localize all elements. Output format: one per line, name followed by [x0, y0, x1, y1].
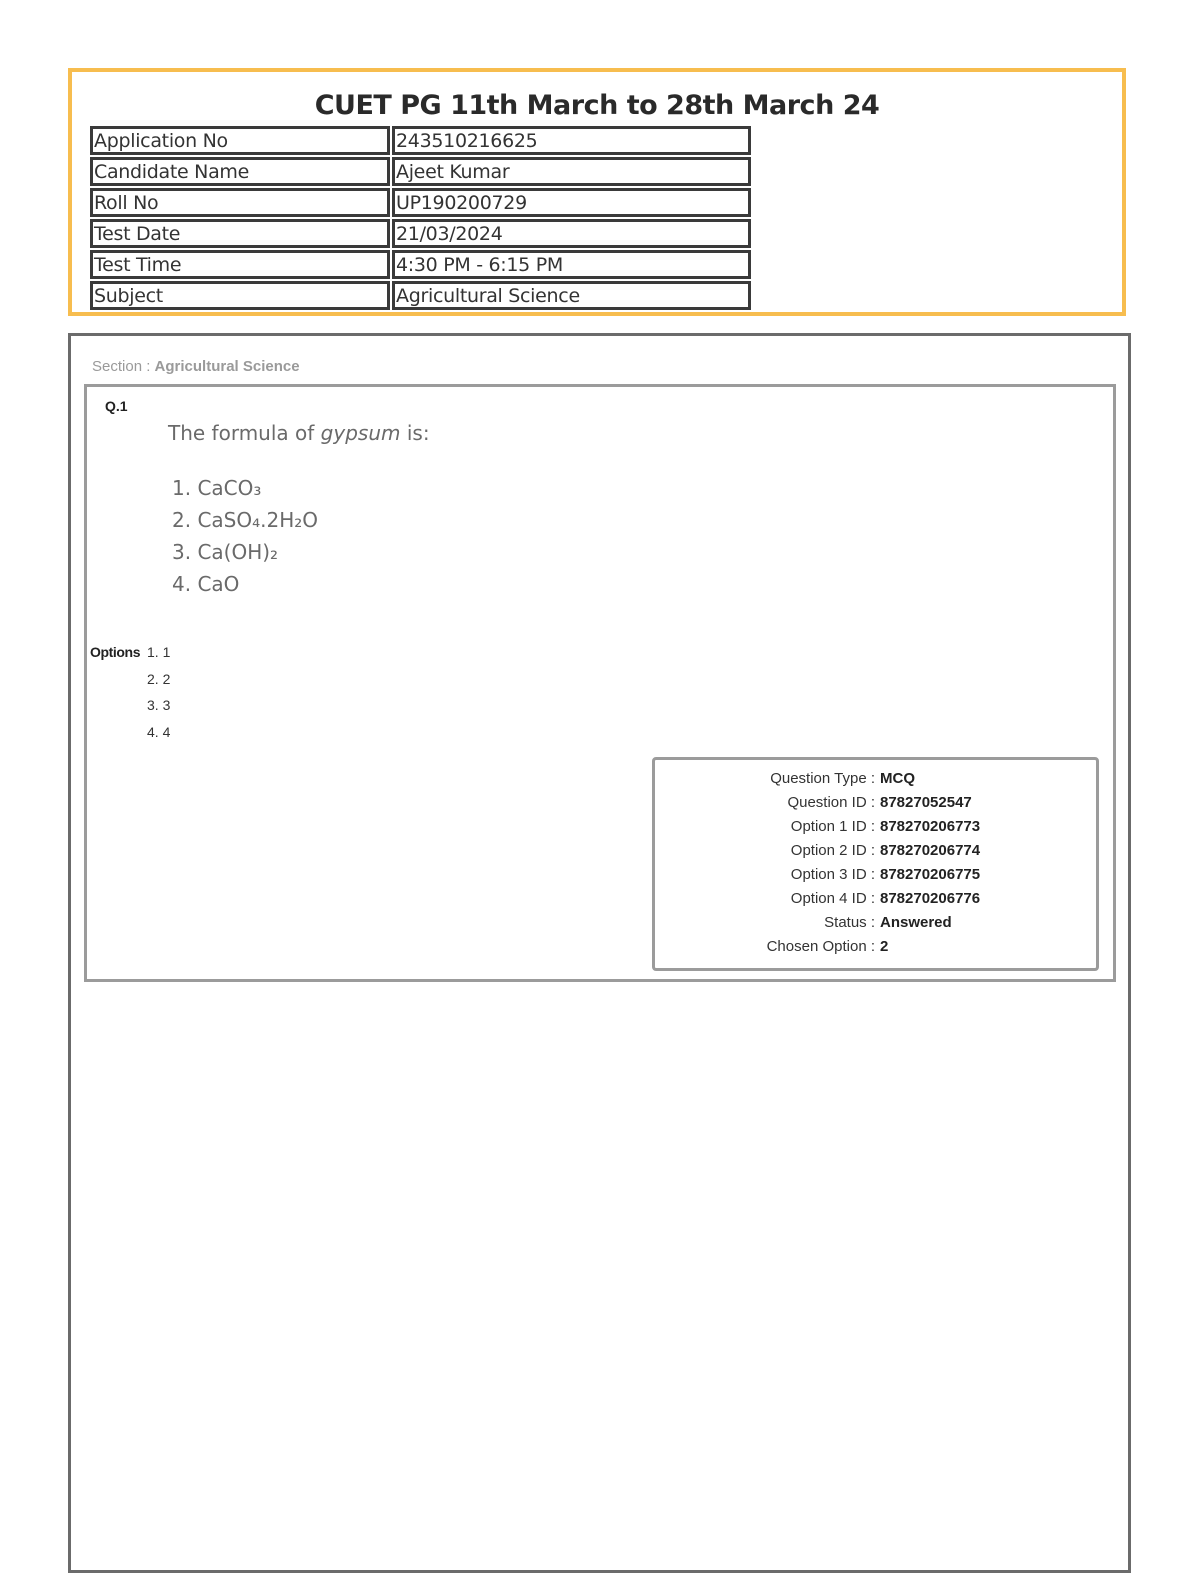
question-number: Q.1 — [105, 398, 128, 414]
roll-no-label: Roll No — [90, 188, 390, 217]
options-label: Options — [90, 644, 141, 660]
options-list — [147, 644, 170, 751]
table-row — [90, 188, 751, 217]
choice-number: 1. — [172, 476, 192, 500]
option-item: 4. 4 — [147, 724, 171, 741]
option-item: 2. 2 — [147, 670, 171, 687]
list-item — [172, 570, 318, 602]
application-no-label: Application No — [90, 126, 390, 155]
question-text — [168, 421, 430, 445]
list-item — [172, 538, 318, 570]
candidate-info-table — [88, 124, 753, 312]
subject-value: Agricultural Science — [392, 281, 751, 310]
meta-key: Status : — [824, 914, 875, 931]
test-time-value: 4:30 PM - 6:15 PM — [392, 250, 751, 279]
test-date-value: 21/03/2024 — [392, 219, 751, 248]
choice-formula: Ca(OH)₂ — [197, 540, 279, 564]
meta-value: 878270206775 — [880, 866, 981, 883]
choice-list — [172, 474, 318, 602]
table-row — [90, 219, 751, 248]
roll-no-value: UP190200729 — [392, 188, 751, 217]
subject-label: Subject — [90, 281, 390, 310]
meta-value: 878270206773 — [880, 818, 981, 835]
test-time-label: Test Time — [90, 250, 390, 279]
section-name: Agricultural Science — [154, 358, 300, 375]
candidate-name-value: Ajeet Kumar — [392, 157, 751, 186]
choice-number: 2. — [172, 508, 192, 532]
meta-key: Question ID : — [787, 794, 875, 811]
page-title: CUET PG 11th March to 28th March 24 — [314, 90, 880, 121]
meta-key: Option 2 ID : — [790, 842, 875, 859]
choice-formula: CaSO₄.2H₂O — [197, 508, 319, 532]
meta-key: Option 1 ID : — [790, 818, 875, 835]
table-row — [90, 250, 751, 279]
option-item: 3. 3 — [147, 697, 171, 714]
meta-value: 878270206776 — [880, 890, 981, 907]
question-id-row — [652, 794, 1099, 814]
choice-number: 4. — [172, 572, 192, 596]
list-item — [172, 506, 318, 538]
meta-key: Chosen Option : — [766, 938, 875, 955]
header-panel — [68, 68, 1126, 316]
option-item: 1. 1 — [147, 644, 171, 660]
list-item — [172, 474, 318, 506]
test-date-label: Test Date — [90, 219, 390, 248]
meta-value: MCQ — [880, 770, 915, 787]
meta-value: 87827052547 — [880, 794, 972, 811]
candidate-name-label: Candidate Name — [90, 157, 390, 186]
meta-key: Option 4 ID : — [790, 890, 875, 907]
meta-value: 878270206774 — [880, 842, 981, 859]
table-row — [90, 281, 751, 310]
question-text-italic: gypsum — [320, 421, 401, 445]
question-type-row — [652, 770, 1099, 790]
option-4-id-row — [652, 890, 1099, 910]
choice-formula: CaO — [197, 572, 240, 596]
status-row — [652, 914, 1099, 934]
chosen-option-row — [652, 938, 1099, 958]
question-text-before: The formula of — [168, 421, 321, 445]
meta-key: Option 3 ID : — [790, 866, 875, 883]
option-1-id-row — [652, 818, 1099, 838]
table-row — [90, 157, 751, 186]
option-2-id-row — [652, 842, 1099, 862]
choice-formula: CaCO₃ — [197, 476, 262, 500]
question-text-after: is: — [400, 421, 430, 445]
application-no-value: 243510216625 — [392, 126, 751, 155]
meta-value: 2 — [880, 938, 889, 955]
table-row — [90, 126, 751, 155]
choice-number: 3. — [172, 540, 192, 564]
meta-value: Answered — [880, 914, 952, 931]
option-3-id-row — [652, 866, 1099, 886]
meta-key: Question Type : — [770, 770, 875, 787]
section-prefix: Section : — [92, 358, 155, 375]
section-label — [92, 358, 300, 375]
